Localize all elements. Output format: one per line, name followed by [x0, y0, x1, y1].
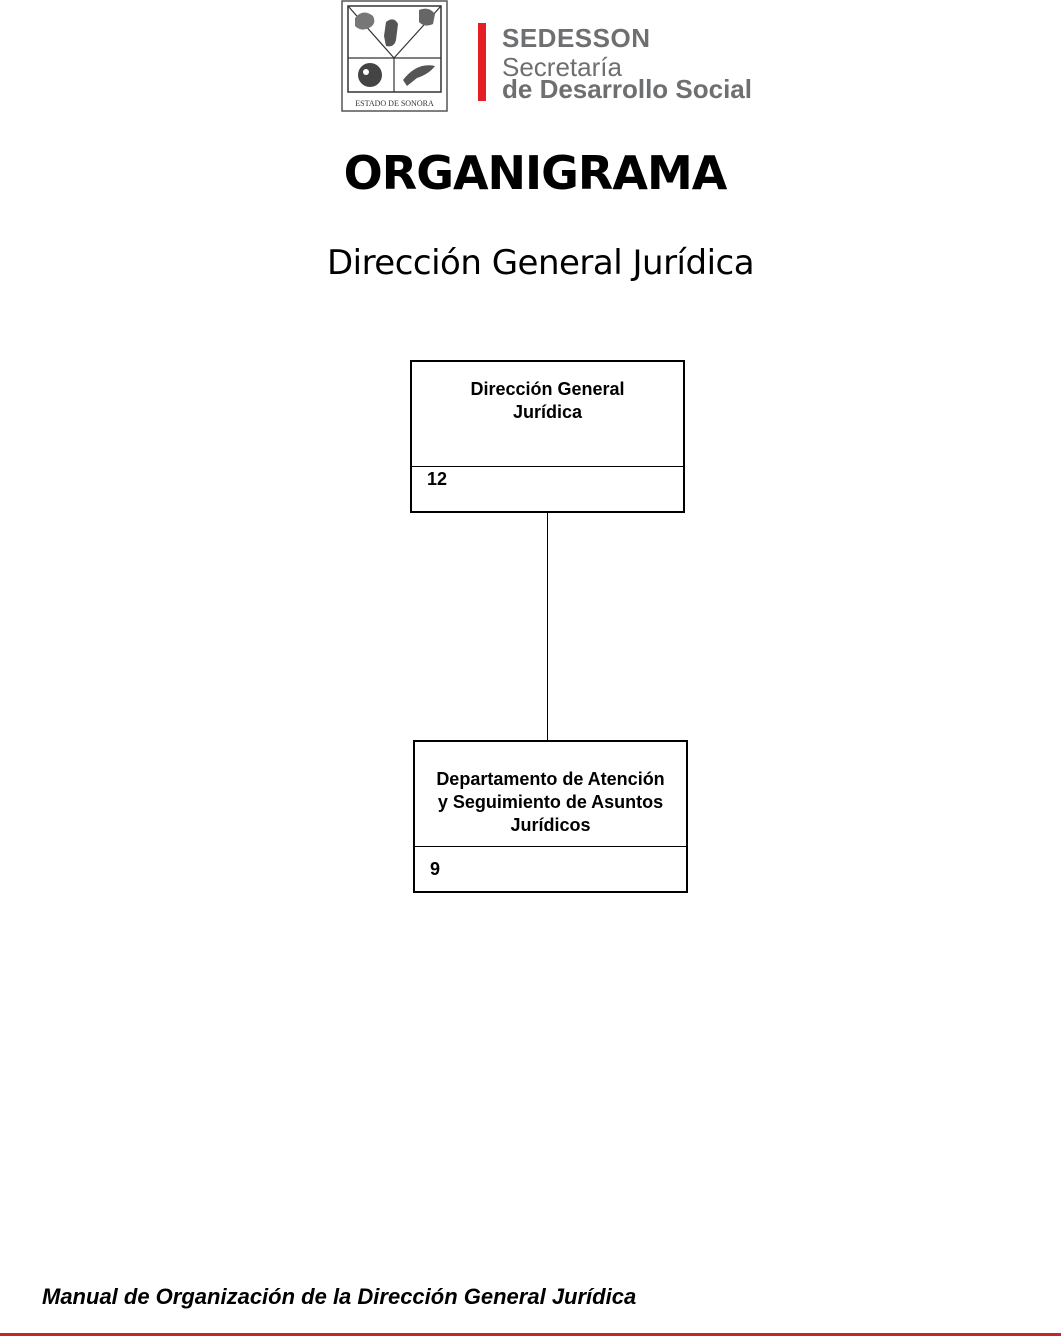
org-node-divider — [412, 466, 683, 467]
estado-de-sonora-shield-logo — [341, 0, 448, 113]
org-node-direccion-general-juridica — [410, 360, 685, 513]
org-node-count: 9 — [430, 859, 441, 879]
brand-line-1: Secretaría — [502, 52, 622, 82]
org-node-label-line: Dirección General — [470, 379, 625, 399]
org-node-departamento-atencion-seguimiento — [413, 740, 688, 893]
org-node-count: 12 — [427, 469, 448, 489]
org-node-label-line: y Seguimiento de Asuntos — [437, 792, 664, 812]
brand-line-2: de Desarrollo Social — [502, 74, 752, 104]
org-node-label-line: Jurídicos — [510, 815, 591, 835]
org-connector-line — [547, 513, 548, 740]
org-node-label-line: Jurídica — [512, 402, 583, 422]
brand-divider-bar — [478, 23, 486, 101]
page-title: ORGANIGRAMA — [343, 146, 727, 200]
brand-name: SEDESSON — [502, 23, 651, 53]
page-subtitle: Dirección General Jurídica — [326, 243, 755, 283]
shield-caption: ESTADO DE SONORA — [355, 99, 434, 108]
org-node-label-line: Departamento de Atención — [436, 769, 665, 789]
footer-manual-title: Manual de Organización de la Dirección General Jurídica — [42, 1284, 637, 1309]
org-node-label — [415, 768, 686, 837]
org-node-label — [412, 378, 683, 424]
footer-rule — [0, 1333, 1061, 1336]
shield-icon — [341, 0, 448, 113]
org-node-divider — [415, 846, 686, 847]
